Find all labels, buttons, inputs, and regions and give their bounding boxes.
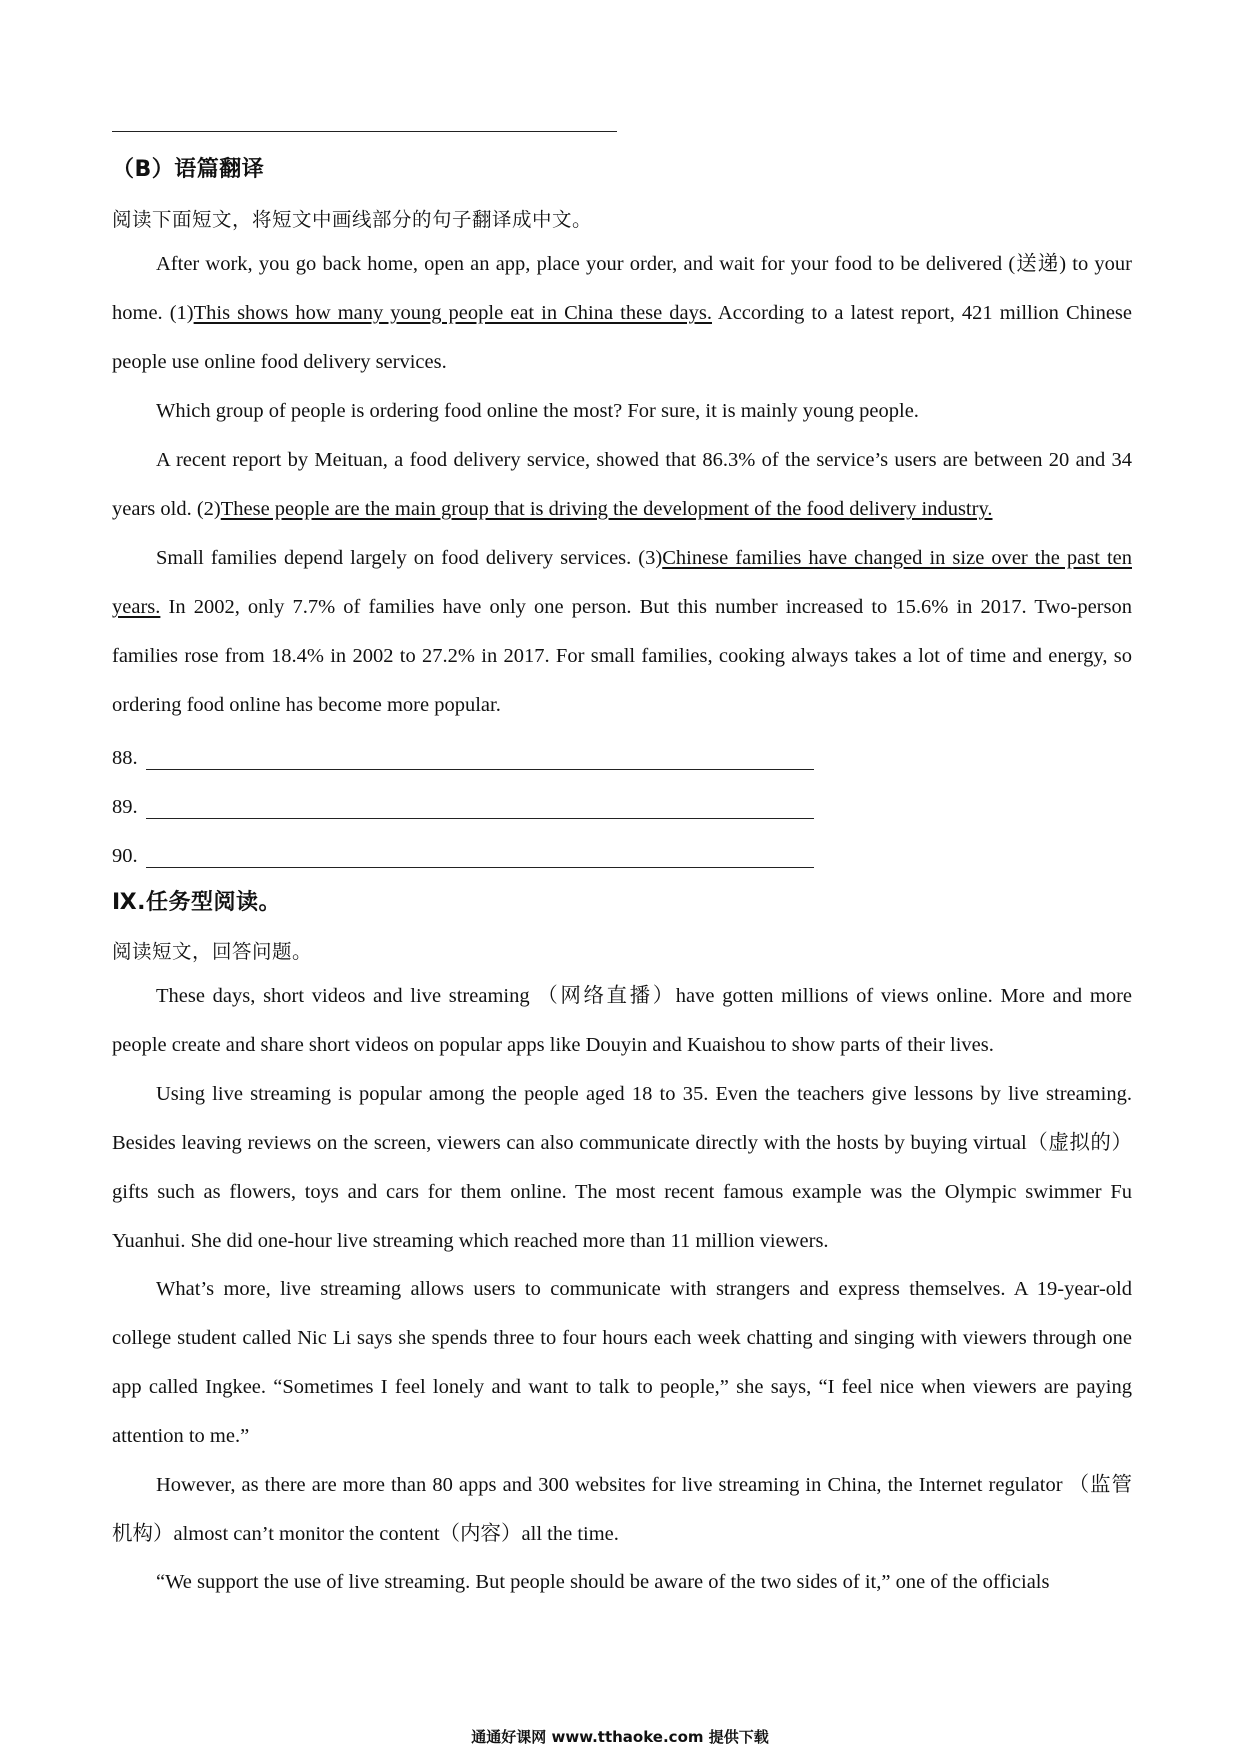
paragraph-4-text-b: In 2002, only 7.7% of families have only one person. But this number increased to 15.6% in 2017. Two-person families rose from 18.4% in 2002 to 27.2% in 2017. For small families, cooking always takes a lot of time and energy, so ordering food online has become more popular. <box>112 596 1132 716</box>
section-b-heading: （B）语篇翻译 <box>112 157 265 182</box>
paragraph-4-text-a: Small families depend largely on food delivery services. (3) <box>156 547 663 569</box>
section-ix-heading: Ⅸ.任务型阅读。 <box>112 890 282 915</box>
underlined-sentence-3: Chinese families have changed in size over the past ten years. <box>112 547 1132 618</box>
top-divider-line <box>112 131 617 132</box>
answer-number: 88. <box>112 747 138 769</box>
ix-paragraph-5: “We support the use of live streaming. But people should be aware of the two sides of it,” one of the officials <box>156 1571 1050 1593</box>
paragraph-1-text-b: According to a latest report, 421 million Chinese people use online food delivery services. <box>112 302 1133 373</box>
page-footer: 通通好课网 www.tthaoke.com 提供下载 <box>471 1728 769 1746</box>
answer-number: 90. <box>112 845 138 867</box>
paragraph-3-text-a: A recent report by Meituan, a food delivery service, showed that 86.3% of the service’s users are between 20 and 34 years old. (2) <box>112 449 1132 520</box>
paragraph-3 <box>112 436 1132 534</box>
underlined-sentence-2: These people are the main group that is driving the development of the food delivery industry. <box>220 498 993 520</box>
paragraph-1 <box>112 240 1132 387</box>
section-ix-instruction: 阅读短文，回答问题。 <box>112 940 313 963</box>
section-b-instruction: 阅读下面短文，将短文中画线部分的句子翻译成中文。 <box>112 208 593 231</box>
answer-line-88[interactable] <box>112 740 814 770</box>
answer-blank[interactable] <box>146 796 814 819</box>
answer-line-90[interactable] <box>112 838 814 868</box>
answer-number: 89. <box>112 796 138 818</box>
answer-line-89[interactable] <box>112 789 814 819</box>
answer-blank[interactable] <box>146 747 814 770</box>
paragraph-1-text-a: After work, you go back home, open an app, place your order, and wait for your food to be delivered (送递) to your home. (1) <box>112 253 1132 324</box>
underlined-sentence-1: This shows how many young people eat in China these days. <box>193 302 712 324</box>
ix-paragraph-3: What’s more, live streaming allows users to communicate with strangers and express themselves. A 19-year-old college student called Nic Li says she spends three to four hours each week chatting and singing with viewers through one app called Ingkee. “Sometimes I feel lonely and want to talk to people,” she says, “I feel nice when viewers are paying attention to me.” <box>112 1278 1132 1447</box>
answer-blank[interactable] <box>146 845 814 868</box>
paragraph-2: Which group of people is ordering food online the most? For sure, it is mainly young people. <box>156 400 919 422</box>
paragraph-4 <box>112 534 1132 730</box>
ix-paragraph-4: However, as there are more than 80 apps and 300 websites for live streaming in China, the Internet regulator （监管机构）almost can’t monitor the content（内容）all the time. <box>112 1474 1132 1545</box>
ix-paragraph-1: These days, short videos and live streaming （网络直播）have gotten millions of views online. More and more people create and share short videos on popular apps like Douyin and Kuaishou to show parts of their lives. <box>112 985 1132 1056</box>
ix-paragraph-2: Using live streaming is popular among the people aged 18 to 35. Even the teachers give lessons by live streaming. Besides leaving reviews on the screen, viewers can also communicate directly with the hosts by buying virtual（虚拟的）gifts such as flowers, toys and cars for them online. The most recent famous example was the Olympic swimmer Fu Yuanhui. She did one-hour live streaming which reached more than 11 million viewers. <box>112 1083 1132 1252</box>
